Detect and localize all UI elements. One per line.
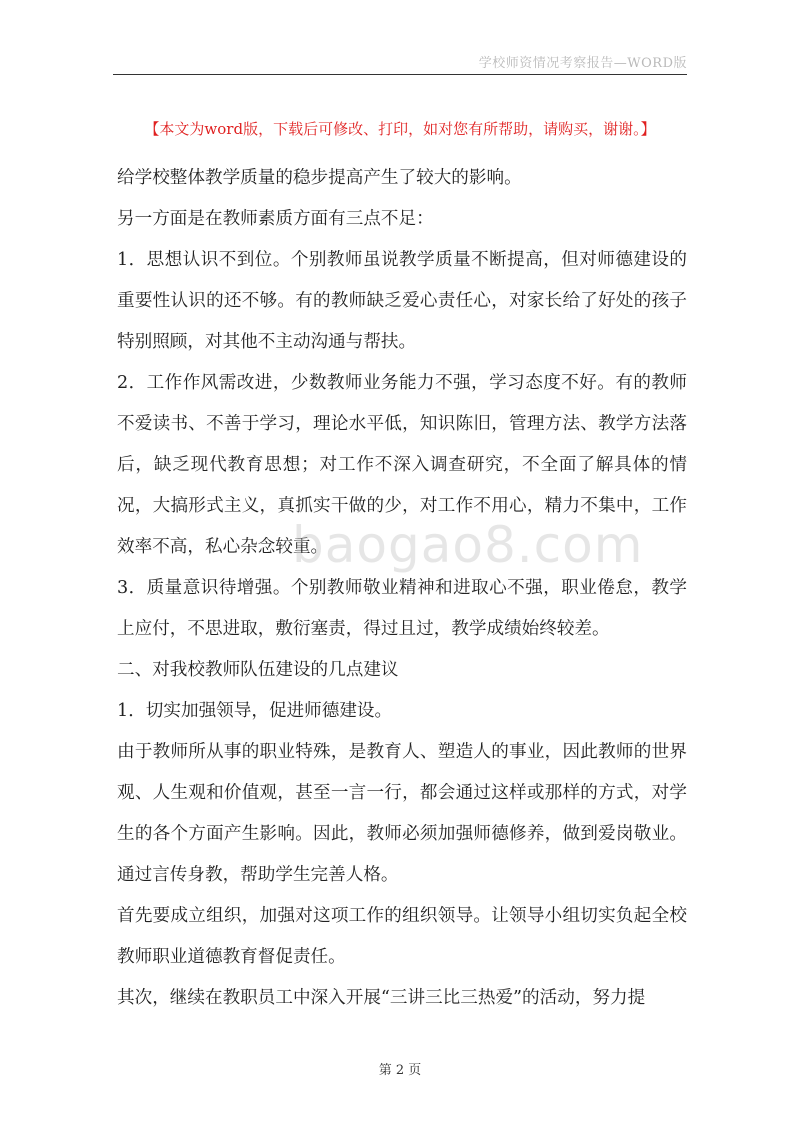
section-heading: 二、对我校教师队伍建设的几点建议 — [117, 660, 399, 680]
paragraph: 由于教师所从事的职业特殊，是教育人、塑造人的事业，因此教师的世界观、人生观和价值观，甚至一言一行，都会通过这样或那样的方式，对学生的各个方面产生影响。因此，教师必须加强师德修养，做到爱岗敬业。通过言传身教，帮助学生完善人格。 — [117, 742, 687, 885]
paragraph: 1．切实加强领导，促进师德建设。 — [117, 701, 393, 721]
paragraph: 3．质量意识待增强。个别教师敬业精神和进取心不强，职业倦怠，教学上应付，不思进取，敷衍塞责，得过且过，教学成绩始终较差。 — [117, 578, 687, 639]
paragraph: 其次，继续在教职员工中深入开展“三讲三比三热爱”的活动，努力提 — [117, 988, 646, 1008]
header-divider — [113, 74, 687, 75]
paragraph: 给学校整体教学质量的稳步提高产生了较大的影响。 — [117, 168, 522, 188]
paragraph: 2．工作作风需改进，少数教师业务能力不强，学习态度不好。有的教师不爱读书、不善于学习，理论水平低，知识陈旧，管理方法、教学方法落后，缺乏现代教育思想；对工作不深入调查研究，不全面了解具体的情况，大搞形式主义，真抓实干做的少，对工作不用心，精力不集中，工作效率不高，私心杂念较重。 — [117, 373, 687, 557]
page-number: 第 2 页 — [378, 1063, 422, 1078]
paragraph: 另一方面是在教师素质方面有三点不足： — [117, 209, 434, 229]
document-body — [117, 158, 687, 1019]
watermark: baogao8.com — [292, 516, 644, 574]
paragraph: 首先要成立组织，加强对这项工作的组织领导。让领导小组切实负起全校教师职业道德教育督促责任。 — [117, 906, 687, 967]
running-header: 学校师资情况考察报告—WORD版 — [478, 56, 687, 71]
download-notice: 【本文为word版，下载后可修改、打印，如对您有所帮助，请购买，谢谢。】 — [144, 120, 656, 138]
paragraph: 1．思想认识不到位。个别教师虽说教学质量不断提高，但对师德建设的重要性认识的还不够。有的教师缺乏爱心责任心，对家长给了好处的孩子特别照顾，对其他不主动沟通与帮扶。 — [117, 250, 687, 352]
